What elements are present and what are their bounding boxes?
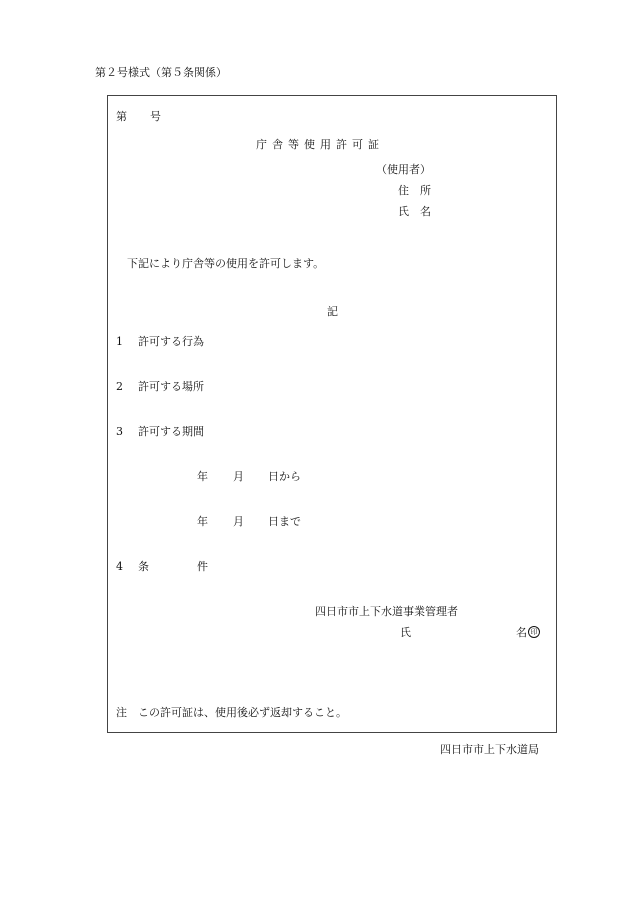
name-label: 氏 名 bbox=[398, 205, 431, 218]
permission-statement: 下記により庁舎等の使用を許可します。 bbox=[127, 257, 325, 270]
ki-heading: 記 bbox=[327, 305, 338, 318]
period-from-year: 年 bbox=[197, 470, 208, 483]
issuer-shi: 氏 bbox=[400, 626, 411, 639]
form-label: 第２号様式（第５条関係） bbox=[95, 66, 227, 79]
permit-certificate-frame bbox=[107, 95, 557, 733]
period-to-year: 年 bbox=[197, 515, 208, 528]
issuer-mei-label: 名 bbox=[516, 626, 527, 639]
item-1-number: 1 bbox=[116, 335, 123, 348]
period-from-month: 月 bbox=[233, 470, 244, 483]
note-label: 注 bbox=[116, 706, 127, 719]
item-4-number: 4 bbox=[116, 560, 123, 573]
note-text: この許可証は、使用後必ず返却すること。 bbox=[138, 706, 347, 719]
period-to-day: 日まで bbox=[268, 515, 301, 528]
item-4-label-a: 条 bbox=[138, 560, 149, 573]
period-from-day: 日から bbox=[268, 470, 301, 483]
issuer-title: 四日市市上下水道事業管理者 bbox=[315, 605, 458, 618]
address-label: 住 所 bbox=[398, 184, 431, 197]
item-4-label-b: 件 bbox=[197, 560, 208, 573]
item-3-label: 許可する期間 bbox=[138, 425, 204, 438]
number-suffix: 号 bbox=[150, 110, 161, 123]
item-1-label: 許可する行為 bbox=[138, 335, 204, 348]
issuer-mei bbox=[516, 627, 540, 639]
item-2-label: 許可する場所 bbox=[138, 380, 204, 393]
user-heading: （使用者） bbox=[376, 163, 431, 176]
period-to-month: 月 bbox=[233, 515, 244, 528]
number-prefix: 第 bbox=[116, 110, 127, 123]
seal-icon: 印 bbox=[528, 626, 540, 638]
document-title: 庁舎等使用許可証 bbox=[256, 138, 384, 151]
item-2-number: 2 bbox=[116, 380, 123, 393]
item-3-number: 3 bbox=[116, 425, 123, 438]
footer-organization: 四日市市上下水道局 bbox=[440, 743, 539, 756]
